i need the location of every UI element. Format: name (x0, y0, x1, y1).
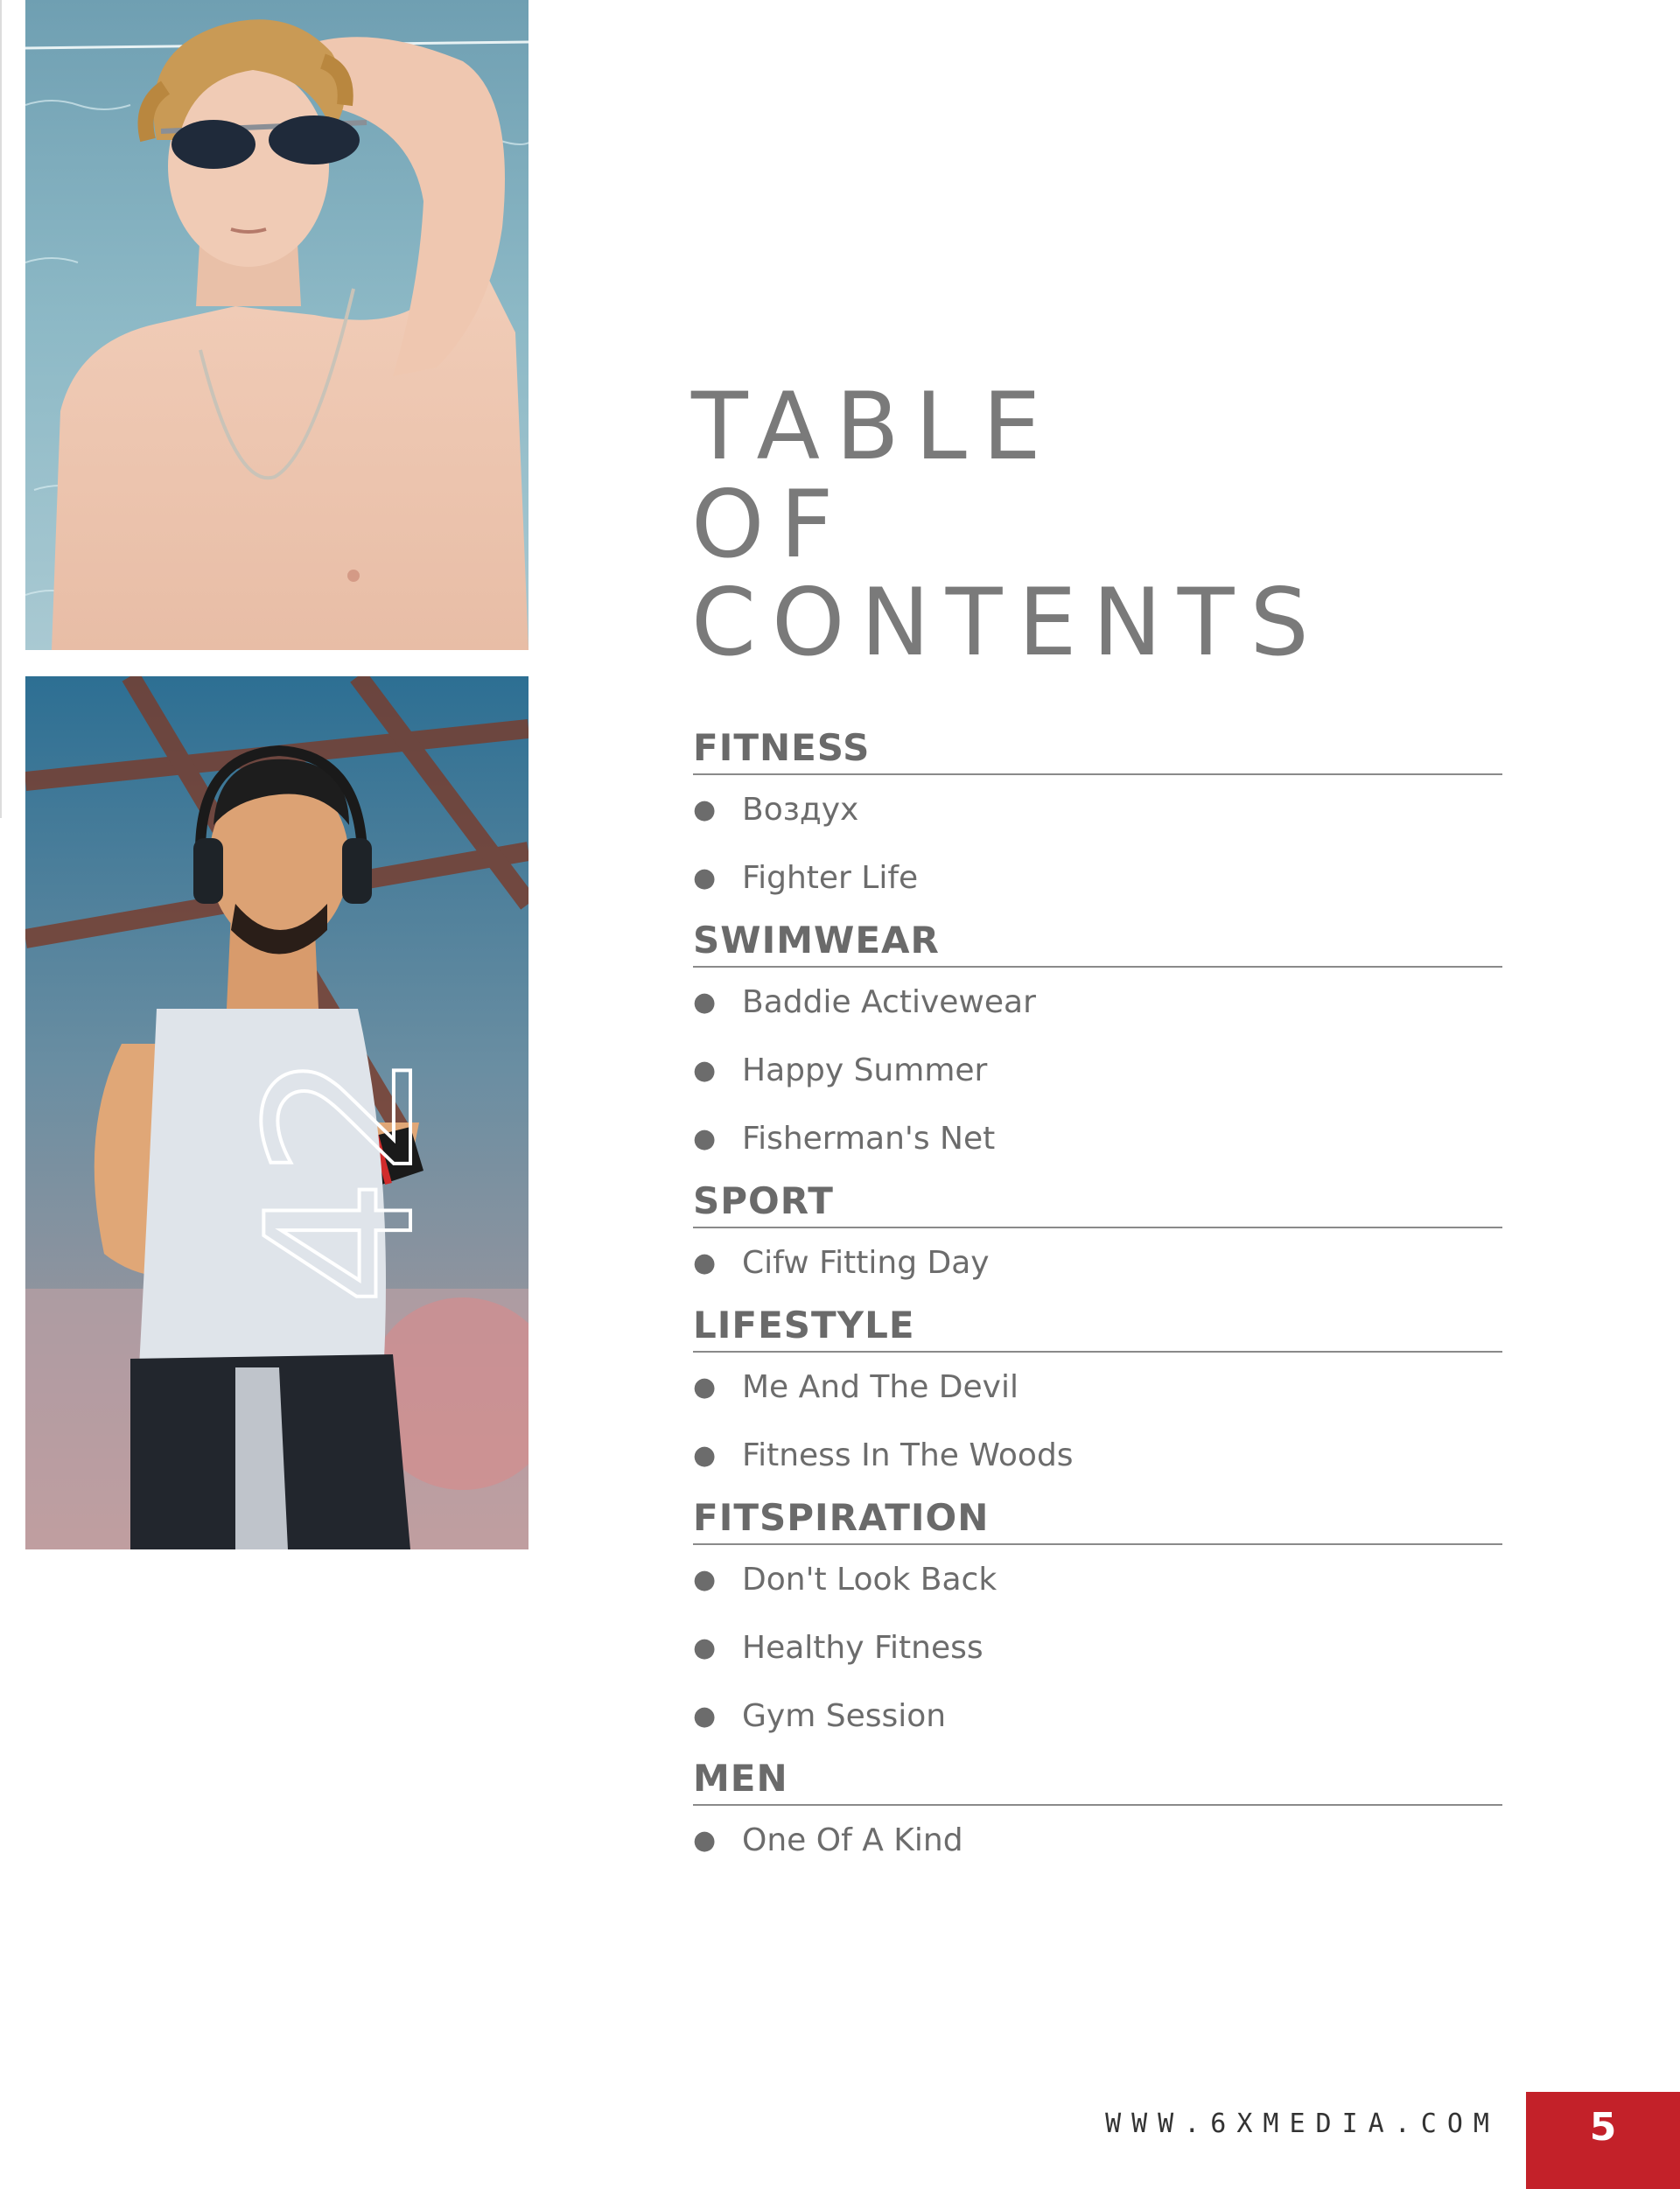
toc-item[interactable] (693, 1353, 1502, 1421)
toc-item-label: Me And The Devil (742, 1368, 1018, 1405)
toc-item-label: Cifw Fitting Day (742, 1244, 990, 1281)
bullet-icon: ● (693, 1371, 717, 1402)
toc-item[interactable] (693, 968, 1502, 1036)
section-heading: FITNESS (693, 723, 1502, 775)
bullet-icon: ● (693, 1700, 717, 1731)
toc-item[interactable] (693, 775, 1502, 843)
toc-item-label: Fighter Life (742, 859, 919, 896)
bullet-icon: ● (693, 1563, 717, 1595)
section-heading: SPORT (693, 1176, 1502, 1228)
photo-pool-model (25, 0, 528, 650)
toc-item-label: Fisherman's Net (742, 1120, 996, 1157)
toc-item[interactable] (693, 1104, 1502, 1172)
toc-item[interactable] (693, 1682, 1502, 1750)
bullet-icon: ● (693, 1122, 717, 1154)
toc-section-men (693, 1753, 1502, 1874)
title-line-1: TABLE (691, 373, 1057, 480)
toc-item-label: Fitness In The Woods (742, 1437, 1074, 1473)
pool-photo-illustration (25, 0, 528, 650)
toc-list (693, 723, 1502, 1878)
toc-item[interactable] (693, 843, 1502, 912)
toc-section-fitness (693, 723, 1502, 912)
bullet-icon: ● (693, 862, 717, 893)
toc-item-label: Happy Summer (742, 1052, 988, 1088)
toc-section-lifestyle (693, 1300, 1502, 1489)
toc-item-label: Baddie Activewear (742, 983, 1036, 1020)
toc-item[interactable] (693, 1421, 1502, 1489)
bullet-icon: ● (693, 986, 717, 1018)
bullet-icon: ● (693, 1632, 717, 1663)
toc-item-label: Gym Session (742, 1697, 947, 1734)
toc-item[interactable] (693, 1806, 1502, 1874)
title-line-2: OF (691, 471, 850, 578)
toc-item-label: Healthy Fitness (742, 1629, 984, 1666)
bullet-icon: ● (693, 1439, 717, 1471)
bullet-icon: ● (693, 1054, 717, 1086)
gym-photo-illustration (25, 676, 528, 1549)
title-line-3: CONTENTS (691, 569, 1325, 676)
toc-section-sport (693, 1176, 1502, 1297)
toc-item-label: Don't Look Back (742, 1561, 998, 1598)
toc-item[interactable] (693, 1228, 1502, 1297)
section-heading: SWIMWEAR (693, 915, 1502, 968)
bullet-icon: ● (693, 794, 717, 825)
section-heading: MEN (693, 1753, 1502, 1806)
photo-gym-model (25, 676, 528, 1549)
bullet-icon: ● (693, 1824, 717, 1856)
toc-item[interactable] (693, 1545, 1502, 1613)
page-number-badge: 5 (1526, 2092, 1680, 2189)
left-edge-line (0, 0, 2, 818)
toc-section-fitspiration (693, 1493, 1502, 1750)
overlay-mark-42: 42 (225, 1050, 458, 1306)
toc-section-swimwear (693, 915, 1502, 1172)
section-heading: LIFESTYLE (693, 1300, 1502, 1353)
footer-website-url[interactable]: WWW.6XMEDIA.COM (1105, 2109, 1500, 2139)
toc-item[interactable] (693, 1036, 1502, 1104)
toc-item-label: Воздух (742, 791, 859, 828)
toc-item-label: One Of A Kind (742, 1822, 963, 1858)
page-title (691, 373, 1325, 676)
section-heading: FITSPIRATION (693, 1493, 1502, 1545)
bullet-icon: ● (693, 1247, 717, 1278)
toc-item[interactable] (693, 1613, 1502, 1682)
